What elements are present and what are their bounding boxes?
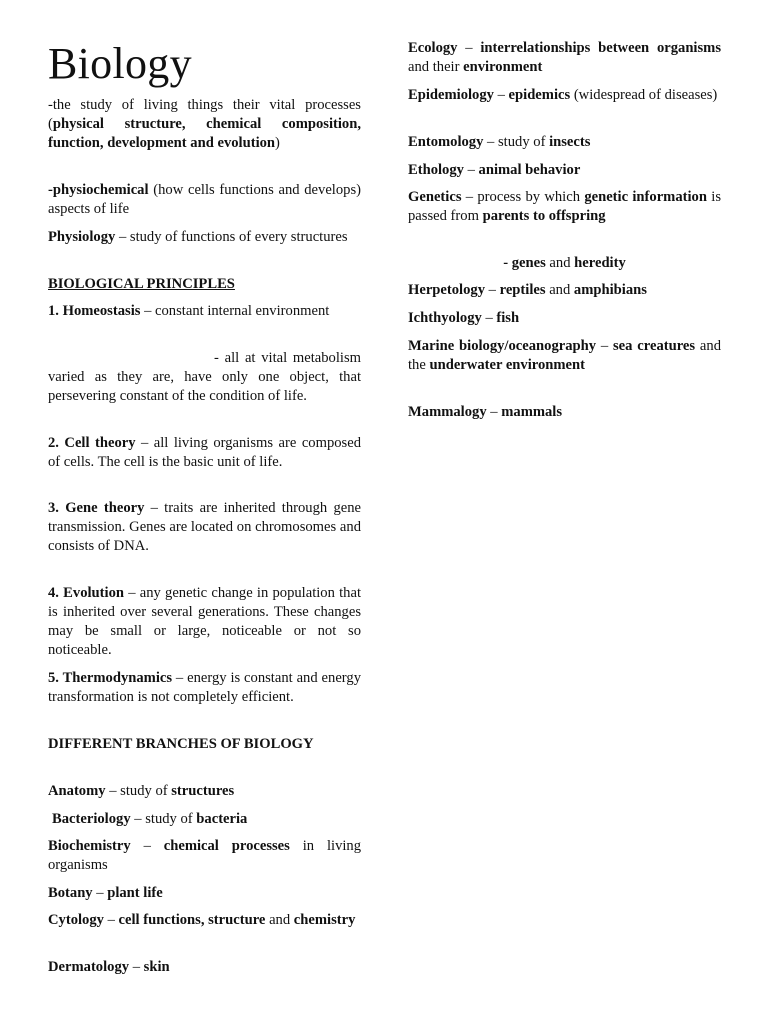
branch-ethology: Ethology – animal behavior (408, 162, 581, 178)
branch-genetics: Genetics – process by which genetic information is passed from parents to offspring (408, 189, 721, 224)
branch-entomology: Entomology – study of insects (408, 134, 591, 150)
principle-cell-theory: 2. Cell theory – all living organisms are composed of cells. The cell is the basic unit of life. (48, 435, 361, 470)
branch-epidemiology: Epidemiology – epidemics (widespread of diseases) (408, 87, 718, 103)
branch-ichthyology: Ichthyology – fish (408, 310, 520, 326)
document-title: Biology (48, 39, 192, 88)
branch-mammalogy: Mammalogy – mammals (408, 404, 563, 420)
branch-anatomy: Anatomy – study of structures (48, 783, 235, 799)
branch-herpetology: Herpetology – reptiles and amphibians (408, 282, 647, 298)
principle-homeostasis-detail: - all at vital metabolism varied as they are, have only one object, that persevering constant of the condition of life. (48, 350, 361, 404)
principle-thermodynamics: 5. Thermodynamics – energy is constant and energy transformation is not completely efficient. (48, 670, 361, 705)
branches-heading: DIFFERENT BRANCHES OF BIOLOGY (48, 736, 314, 752)
branch-cytology: Cytology – cell functions, structure and chemistry (48, 912, 356, 928)
physiology-paragraph: Physiology – study of functions of every structures (48, 229, 348, 245)
physiochemical-paragraph: -physiochemical (how cells functions and develops) aspects of life (48, 182, 361, 217)
principle-evolution: 4. Evolution – any genetic change in population that is inherited over several generations. These changes may be small or large, noticeable or not so noticeable. (48, 585, 362, 658)
intro-paragraph: -the study of living things their vital processes (physical structure, chemical composition, function, development and evolution) (48, 97, 361, 151)
principle-homeostasis: 1. Homeostasis – constant internal environment (48, 303, 330, 319)
branch-marine-biology: Marine biology/oceanography – sea creatures and the underwater environment (408, 338, 721, 373)
branch-bacteriology: Bacteriology – study of bacteria (52, 811, 248, 827)
branch-botany: Botany – plant life (48, 885, 163, 901)
genetics-subpoint: - genes and heredity (503, 255, 626, 271)
principle-gene-theory: 3. Gene theory – traits are inherited through gene transmission. Genes are located on chromosomes and consists of DNA. (48, 500, 361, 554)
principles-heading: BIOLOGICAL PRINCIPLES (48, 276, 235, 292)
branch-ecology: Ecology – interrelationships between organisms and their environment (408, 40, 722, 75)
branch-dermatology: Dermatology – skin (48, 959, 170, 975)
branch-biochemistry: Biochemistry – chemical processes in living organisms (48, 838, 362, 873)
